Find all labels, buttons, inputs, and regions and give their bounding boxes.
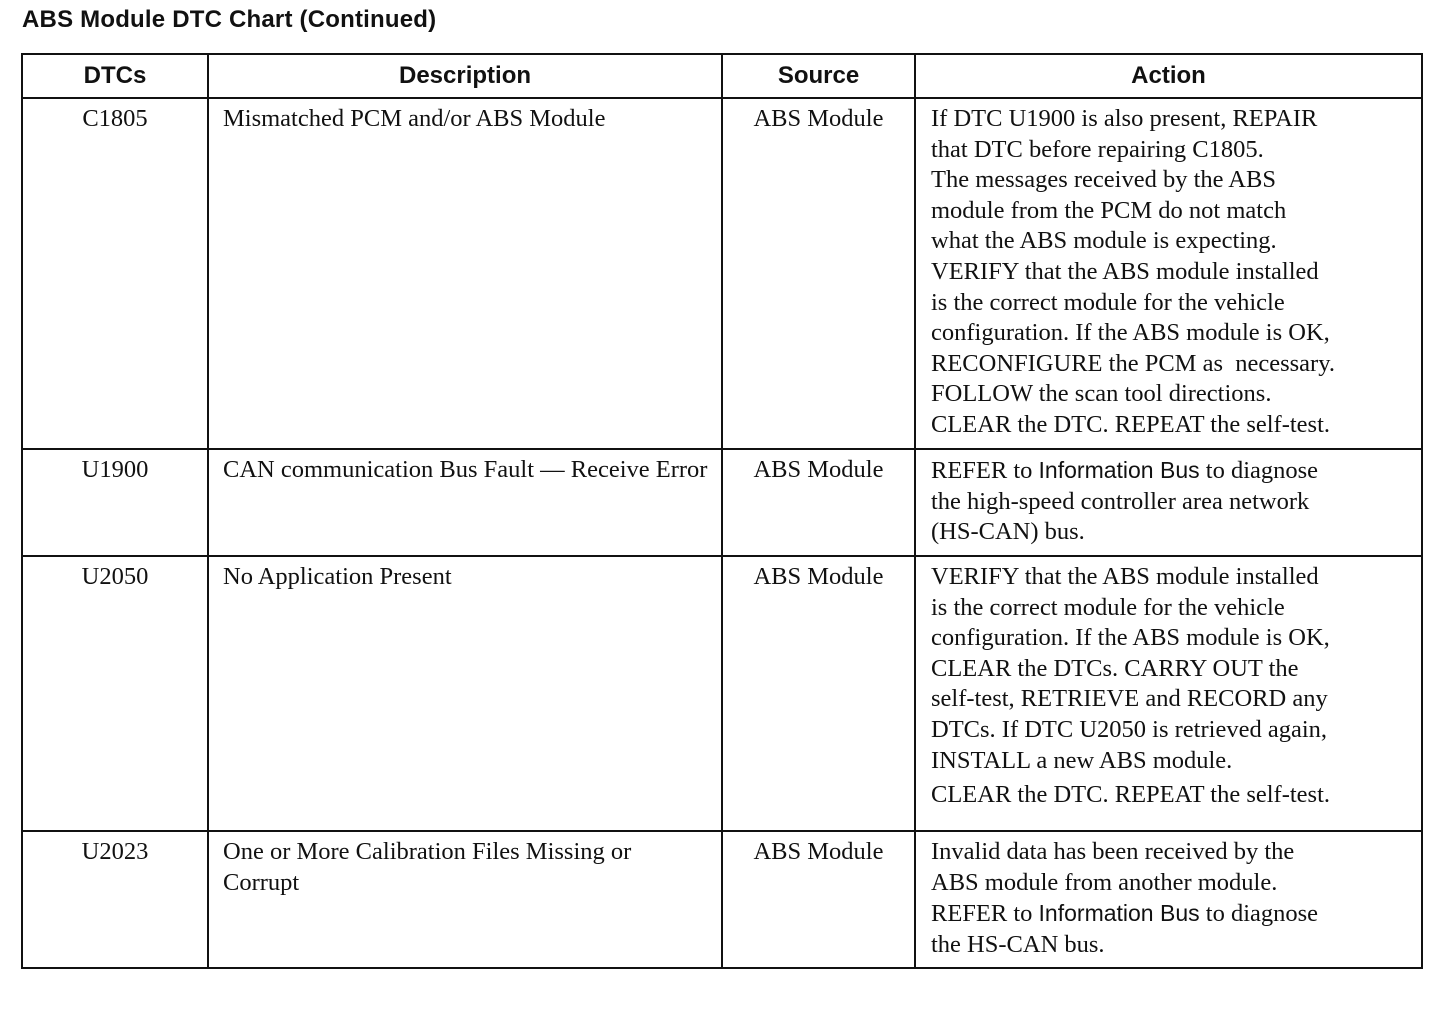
action-line: ABS module from another module. [931, 868, 1278, 896]
action-line: module from the PCM do not match [931, 196, 1287, 224]
action-line: (HS-CAN) bus. [931, 518, 1085, 546]
action-line: self-test, RETRIEVE and RECORD any [931, 685, 1328, 713]
action-line: FOLLOW the scan tool directions. [931, 380, 1272, 408]
action-line: that DTC before repairing C1805. [931, 135, 1264, 163]
action-text: to diagnose [1199, 457, 1319, 484]
action-text: REFER to [931, 457, 1039, 484]
information-bus-reference: Information Bus [1038, 457, 1200, 483]
action-line: The messages received by the ABS [931, 166, 1276, 194]
dtc-action [915, 831, 1422, 968]
action-text: to diagnose [1199, 900, 1319, 928]
table-row [22, 556, 1422, 831]
dtc-source: ABS Module [722, 449, 915, 556]
dtc-code: U2050 [22, 556, 208, 831]
dtc-source: ABS Module [722, 556, 915, 831]
action-line: configuration. If the ABS module is OK, [931, 319, 1330, 347]
dtc-code: C1805 [22, 98, 208, 449]
action-line: CLEAR the DTC. REPEAT the self-test. [931, 781, 1330, 809]
table-row [22, 831, 1422, 968]
dtc-action [915, 98, 1422, 449]
header-action: Action [915, 54, 1422, 98]
dtc-description: Mismatched PCM and/or ABS Module [208, 98, 722, 449]
dtc-code: U2023 [22, 831, 208, 968]
dtc-action [915, 556, 1422, 831]
action-line: is the correct module for the vehicle [931, 288, 1285, 316]
action-line: VERIFY that the ABS module installed [931, 563, 1319, 590]
action-line: If DTC U1900 is also present, REPAIR [931, 105, 1318, 132]
action-text: REFER to [931, 900, 1039, 928]
header-description: Description [208, 54, 722, 98]
header-source: Source [722, 54, 915, 98]
action-line [931, 455, 1415, 487]
table-header-row [22, 54, 1422, 98]
action-line: RECONFIGURE the PCM as necessary. [931, 349, 1335, 377]
action-line: configuration. If the ABS module is OK, [931, 624, 1330, 652]
table-row [22, 449, 1422, 556]
table-row [22, 98, 1422, 449]
action-line: what the ABS module is expecting. [931, 227, 1277, 255]
dtc-table [21, 53, 1423, 969]
action-line: the high-speed controller area network [931, 487, 1310, 515]
dtc-code: U1900 [22, 449, 208, 556]
action-line: VERIFY that the ABS module installed [931, 257, 1319, 285]
dtc-description: CAN communication Bus Fault — Receive Error [208, 449, 722, 556]
dtc-action [915, 449, 1422, 556]
header-dtcs: DTCs [22, 54, 208, 98]
action-line: CLEAR the DTCs. CARRY OUT the [931, 654, 1299, 682]
information-bus-reference: Information Bus [1038, 900, 1200, 927]
action-line [931, 898, 1415, 930]
action-line: DTCs. If DTC U2050 is retrieved again, [931, 715, 1327, 743]
page-title: ABS Module DTC Chart (Continued) [22, 6, 437, 33]
action-line: is the correct module for the vehicle [931, 593, 1285, 621]
dtc-description: One or More Calibration Files Missing or Corrupt [208, 831, 722, 968]
dtc-source: ABS Module [722, 831, 915, 968]
action-line: INSTALL a new ABS module. [931, 746, 1233, 774]
action-line: the HS-CAN bus. [931, 930, 1105, 958]
action-line: CLEAR the DTC. REPEAT the self-test. [931, 410, 1330, 438]
dtc-description: No Application Present [208, 556, 722, 831]
dtc-source: ABS Module [722, 98, 915, 449]
action-line: Invalid data has been received by the [931, 838, 1295, 865]
